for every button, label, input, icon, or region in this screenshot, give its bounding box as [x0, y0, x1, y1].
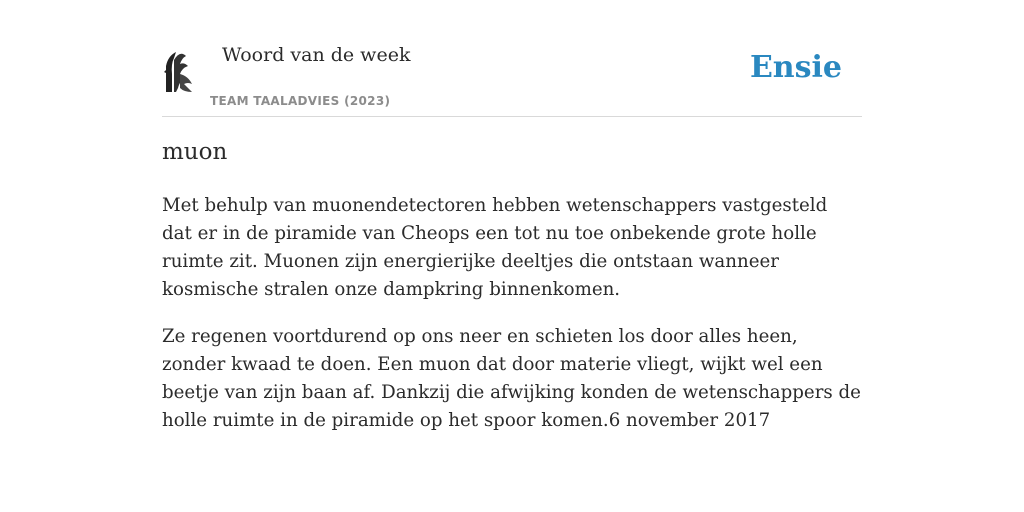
section-title: Woord van de week — [222, 44, 411, 66]
flemish-lion-logo-icon — [162, 48, 198, 96]
paragraph — [162, 323, 862, 435]
paragraph: Met behulp van muonendetectoren hebben wetenschappers vastgesteld dat er in de piramide van Cheops een tot nu toe onbekende grote holle ruimte zit. Muonen zijn energierijke deeltjes die ontstaan wanneer kosmische stralen onze dampkring binnenkomen. — [162, 195, 828, 300]
entry-body — [162, 192, 862, 454]
brand-logo[interactable]: Ensie — [749, 50, 842, 85]
header — [162, 40, 862, 117]
entry-date: 6 november 2017 — [608, 410, 771, 431]
paragraph-text: Ze regenen voortdurend op ons neer en schieten los door alles heen, zonder kwaad te doen. Een muon dat door materie vliegt, wijkt wel een beetje van zijn baan af. Dankzij die afwijking konden de wetenschappers de holle ruimte in de piramide op het spoor komen. — [162, 326, 861, 431]
entry-word: muon — [162, 139, 228, 165]
source-label: TEAM TAALADVIES (2023) — [210, 94, 391, 108]
